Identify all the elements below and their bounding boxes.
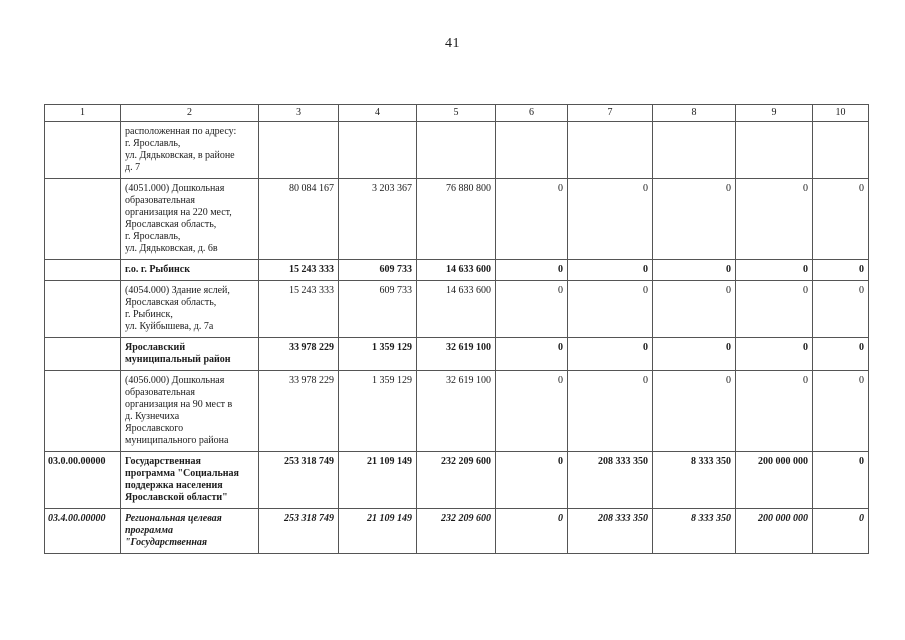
table-body <box>45 105 869 554</box>
row-value-cell-col9 <box>736 122 813 179</box>
row-value-cell-col10: 0 <box>813 281 869 338</box>
row-name-line: ул. Дядьковская, д. 6в <box>125 243 218 254</box>
row-value-cell-col10: 0 <box>813 260 869 281</box>
header-cell: 8 <box>653 105 736 122</box>
row-name-line: (4054.000) Здание яслей, <box>125 285 230 296</box>
row-code-cell: 03.0.00.00000 <box>45 452 121 509</box>
row-value-cell-col8 <box>653 122 736 179</box>
table-row <box>45 338 869 371</box>
row-value-cell-col10 <box>813 122 869 179</box>
row-value-cell-col5: 76 880 800 <box>417 179 496 260</box>
row-value-cell-col8: 0 <box>653 281 736 338</box>
header-cell: 3 <box>259 105 339 122</box>
row-code-cell <box>45 281 121 338</box>
row-value-cell-col5: 14 633 600 <box>417 260 496 281</box>
row-value-cell-col4: 1 359 129 <box>339 338 417 371</box>
row-name-line: г.о. г. Рыбинск <box>125 264 190 275</box>
table-row <box>45 452 869 509</box>
row-value-cell-col3: 253 318 749 <box>259 509 339 554</box>
row-name-line: г. Ярославль, <box>125 231 181 242</box>
row-name-cell <box>121 281 259 338</box>
row-value-cell-col9: 0 <box>736 260 813 281</box>
row-value-cell-col5: 14 633 600 <box>417 281 496 338</box>
row-value-cell-col8: 0 <box>653 260 736 281</box>
row-name-line: Ярославского <box>125 423 184 434</box>
row-name-line: Ярославской области" <box>125 492 228 503</box>
header-cell: 9 <box>736 105 813 122</box>
row-name-line: муниципального района <box>125 435 229 446</box>
row-code-cell <box>45 122 121 179</box>
row-name-line: поддержка населения <box>125 480 223 491</box>
table-row <box>45 371 869 452</box>
row-value-cell-col8: 8 333 350 <box>653 509 736 554</box>
row-value-cell-col7: 208 333 350 <box>568 452 653 509</box>
row-value-cell-col3: 33 978 229 <box>259 371 339 452</box>
header-cell: 6 <box>496 105 568 122</box>
row-value-cell-col7: 0 <box>568 371 653 452</box>
row-value-cell-col5: 232 209 600 <box>417 452 496 509</box>
row-value-cell-col7: 0 <box>568 281 653 338</box>
row-value-cell-col6: 0 <box>496 338 568 371</box>
row-value-cell-col5: 32 619 100 <box>417 371 496 452</box>
header-cell: 5 <box>417 105 496 122</box>
row-value-cell-col10: 0 <box>813 179 869 260</box>
row-name-cell <box>121 371 259 452</box>
row-name-line: программа <box>125 525 173 536</box>
row-value-cell-col8: 0 <box>653 179 736 260</box>
row-value-cell-col3: 15 243 333 <box>259 260 339 281</box>
row-name-line: Ярославская область, <box>125 219 217 230</box>
row-value-cell-col3: 253 318 749 <box>259 452 339 509</box>
row-name-cell <box>121 260 259 281</box>
row-code-cell <box>45 179 121 260</box>
row-value-cell-col9: 200 000 000 <box>736 452 813 509</box>
row-value-cell-col8: 0 <box>653 371 736 452</box>
row-value-cell-col10: 0 <box>813 338 869 371</box>
row-value-cell-col4: 3 203 367 <box>339 179 417 260</box>
row-value-cell-col9: 0 <box>736 281 813 338</box>
row-value-cell-col4: 609 733 <box>339 260 417 281</box>
table-row <box>45 122 869 179</box>
row-name-line: ул. Куйбышева, д. 7а <box>125 321 214 332</box>
row-name-line: Государственная <box>125 456 201 467</box>
row-value-cell-col6: 0 <box>496 371 568 452</box>
row-value-cell-col4: 21 109 149 <box>339 509 417 554</box>
table-row <box>45 509 869 554</box>
row-value-cell-col3 <box>259 122 339 179</box>
row-value-cell-col6: 0 <box>496 452 568 509</box>
row-value-cell-col4: 609 733 <box>339 281 417 338</box>
row-value-cell-col4: 21 109 149 <box>339 452 417 509</box>
table-row <box>45 281 869 338</box>
row-value-cell-col7: 208 333 350 <box>568 509 653 554</box>
table-row <box>45 179 869 260</box>
row-name-line: (4056.000) Дошкольная <box>125 375 225 386</box>
row-name-line: расположенная по адресу: <box>125 126 237 137</box>
row-value-cell-col7: 0 <box>568 179 653 260</box>
row-value-cell-col8: 0 <box>653 338 736 371</box>
row-value-cell-col9: 0 <box>736 338 813 371</box>
row-value-cell-col5 <box>417 122 496 179</box>
page-number: 41 <box>445 36 460 51</box>
row-name-line: муниципальный район <box>125 354 231 365</box>
row-value-cell-col4: 1 359 129 <box>339 371 417 452</box>
row-value-cell-col10: 0 <box>813 509 869 554</box>
row-name-line: г. Ярославль, <box>125 138 181 149</box>
row-code-cell: 03.4.00.00000 <box>45 509 121 554</box>
row-name-line: ул. Дядьковская, в районе <box>125 150 235 161</box>
row-name-cell <box>121 338 259 371</box>
row-value-cell-col6 <box>496 122 568 179</box>
row-value-cell-col9: 0 <box>736 371 813 452</box>
row-value-cell-col6: 0 <box>496 260 568 281</box>
row-name-cell <box>121 179 259 260</box>
row-name-line: (4051.000) Дошкольная <box>125 183 225 194</box>
row-value-cell-col7: 0 <box>568 338 653 371</box>
header-cell: 10 <box>813 105 869 122</box>
row-name-line: организация на 90 мест в <box>125 399 233 410</box>
header-cell: 2 <box>121 105 259 122</box>
row-value-cell-col6: 0 <box>496 179 568 260</box>
row-value-cell-col5: 232 209 600 <box>417 509 496 554</box>
row-value-cell-col4 <box>339 122 417 179</box>
row-name-line: образовательная <box>125 387 195 398</box>
row-name-line: Региональная целевая <box>125 513 222 524</box>
row-value-cell-col9: 200 000 000 <box>736 509 813 554</box>
header-cell: 7 <box>568 105 653 122</box>
row-value-cell-col3: 15 243 333 <box>259 281 339 338</box>
row-name-line: д. 7 <box>125 162 141 173</box>
header-cell: 4 <box>339 105 417 122</box>
row-value-cell-col6: 0 <box>496 281 568 338</box>
row-value-cell-col6: 0 <box>496 509 568 554</box>
header-cell: 1 <box>45 105 121 122</box>
row-value-cell-col7 <box>568 122 653 179</box>
row-value-cell-col8: 8 333 350 <box>653 452 736 509</box>
row-name-line: программа "Социальная <box>125 468 239 479</box>
row-name-line: организация на 220 мест, <box>125 207 232 218</box>
row-value-cell-col3: 80 084 167 <box>259 179 339 260</box>
row-name-line: г. Рыбинск, <box>125 309 173 320</box>
row-name-line: д. Кузнечиха <box>125 411 180 422</box>
budget-table <box>44 104 869 554</box>
row-value-cell-col9: 0 <box>736 179 813 260</box>
table-header-row <box>45 105 869 122</box>
row-name-cell <box>121 122 259 179</box>
row-value-cell-col7: 0 <box>568 260 653 281</box>
row-value-cell-col10: 0 <box>813 371 869 452</box>
row-value-cell-col5: 32 619 100 <box>417 338 496 371</box>
table-row <box>45 260 869 281</box>
row-value-cell-col3: 33 978 229 <box>259 338 339 371</box>
row-code-cell <box>45 260 121 281</box>
row-name-line: Ярославская область, <box>125 297 217 308</box>
row-name-line: Ярославский <box>125 342 186 353</box>
row-name-line: образовательная <box>125 195 195 206</box>
row-code-cell <box>45 338 121 371</box>
row-code-cell <box>45 371 121 452</box>
row-name-line: "Государственная <box>125 537 208 548</box>
row-name-cell <box>121 509 259 554</box>
row-name-cell <box>121 452 259 509</box>
row-value-cell-col10: 0 <box>813 452 869 509</box>
